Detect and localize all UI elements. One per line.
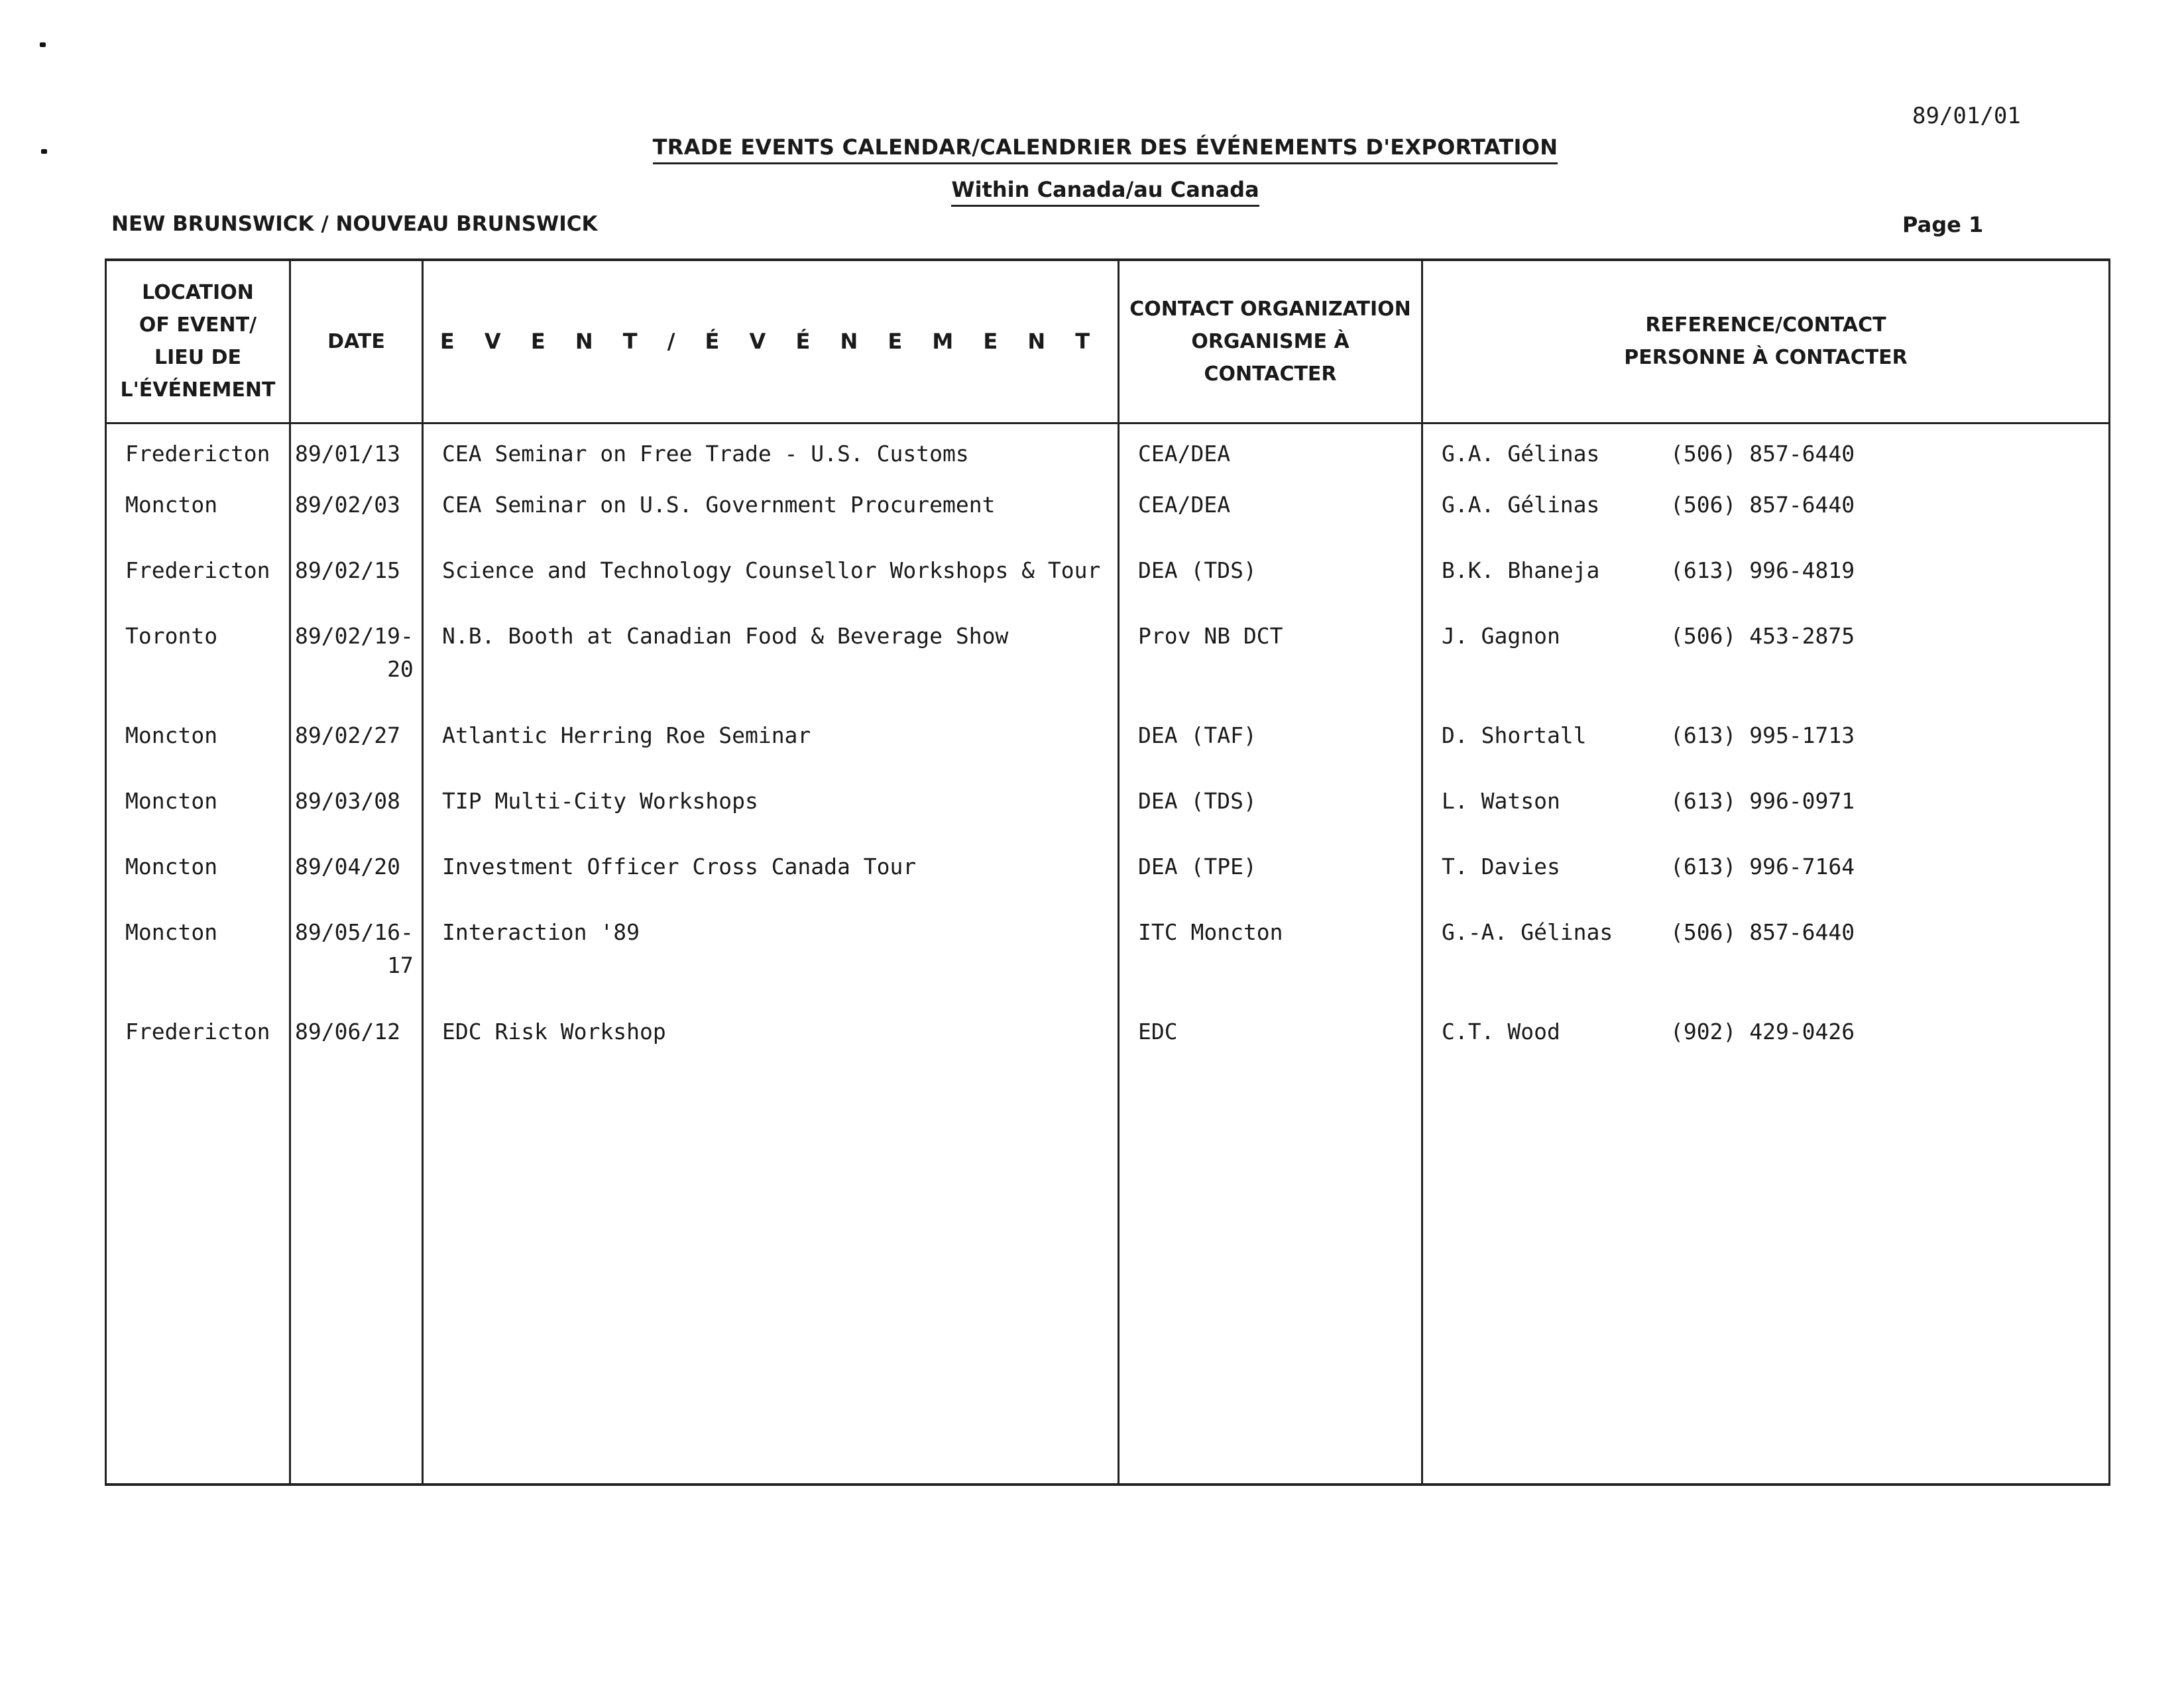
cell-event: CEA Seminar on Free Trade - U.S. Customs [423, 423, 1119, 488]
empty-cell [290, 1081, 423, 1485]
column-header-contact-organization: CONTACT ORGANIZATION ORGANISME À CONTACTER [1119, 260, 1422, 423]
cell-location: Fredericton [106, 1015, 290, 1081]
contact-phone: (506) 453-2875 [1670, 623, 1855, 649]
document-date: 89/01/01 [1912, 103, 2021, 129]
empty-cell [1119, 1081, 1422, 1485]
cell-date: 89/04/20 [290, 850, 423, 916]
cell-event: Investment Officer Cross Canada Tour [423, 850, 1119, 916]
cell-location: Moncton [106, 916, 290, 1015]
cell-contact [1422, 488, 2110, 554]
page-number: Page 1 [1902, 212, 1984, 237]
cell-organization: DEA (TDS) [1119, 785, 1422, 850]
events-table [105, 258, 2110, 1486]
cell-contact [1422, 620, 2110, 719]
table-row [106, 620, 2110, 719]
column-header-reference-contact: REFERENCE/CONTACT PERSONNE À CONTACTER [1422, 260, 2110, 423]
document-title [0, 135, 2184, 160]
date-range: 89/05/16- 17 [295, 919, 414, 978]
column-header-date: DATE [290, 260, 423, 423]
cell-location: Moncton [106, 785, 290, 850]
cell-date [290, 916, 423, 1015]
column-header-location: LOCATION OF EVENT/ LIEU DE L'ÉVÉNEMENT [106, 260, 290, 423]
contact-phone: (613) 995-1713 [1670, 722, 1855, 748]
contact-name: G.A. Gélinas [1442, 492, 1600, 518]
cell-location: Moncton [106, 719, 290, 785]
cell-organization: DEA (TAF) [1119, 719, 1422, 785]
cell-date: 89/02/03 [290, 488, 423, 554]
contact-name: T. Davies [1442, 854, 1560, 879]
contact-name: G.-A. Gélinas [1442, 919, 1613, 945]
cell-event: Atlantic Herring Roe Seminar [423, 719, 1119, 785]
cell-location: Toronto [106, 620, 290, 719]
cell-date: 89/02/27 [290, 719, 423, 785]
empty-cell [423, 1081, 1119, 1485]
cell-contact [1422, 423, 2110, 488]
cell-organization: EDC [1119, 1015, 1422, 1081]
cell-location: Moncton [106, 850, 290, 916]
table-row [106, 423, 2110, 488]
cell-location: Fredericton [106, 554, 290, 620]
empty-cell [106, 1081, 290, 1485]
empty-cell [1422, 1081, 2110, 1485]
contact-name: G.A. Gélinas [1442, 440, 1600, 467]
margin-mark-top [40, 42, 46, 47]
cell-event: CEA Seminar on U.S. Government Procurement [423, 488, 1119, 554]
cell-event: Interaction '89 [423, 916, 1119, 1015]
cell-date: 89/03/08 [290, 785, 423, 850]
table-empty-space [106, 1081, 2110, 1485]
region-label: NEW BRUNSWICK / NOUVEAU BRUNSWICK [111, 212, 598, 236]
cell-location: Fredericton [106, 423, 290, 488]
cell-organization: CEA/DEA [1119, 488, 1422, 554]
cell-organization: DEA (TPE) [1119, 850, 1422, 916]
cell-contact [1422, 1015, 2110, 1081]
document-subtitle-text: Within Canada/au Canada [951, 177, 1259, 207]
cell-contact [1422, 785, 2110, 850]
cell-event: TIP Multi-City Workshops [423, 785, 1119, 850]
contact-phone: (613) 996-4819 [1670, 557, 1855, 583]
cell-organization: ITC Moncton [1119, 916, 1422, 1015]
cell-contact [1422, 850, 2110, 916]
cell-contact [1422, 554, 2110, 620]
table-row [106, 916, 2110, 1015]
table-row [106, 719, 2110, 785]
table-row [106, 488, 2110, 554]
table-row [106, 554, 2110, 620]
cell-date: 89/01/13 [290, 423, 423, 488]
table-row [106, 850, 2110, 916]
cell-date [290, 620, 423, 719]
cell-contact [1422, 719, 2110, 785]
cell-organization: CEA/DEA [1119, 423, 1422, 488]
table-header-row [106, 260, 2110, 423]
cell-date: 89/02/15 [290, 554, 423, 620]
contact-phone: (613) 996-0971 [1670, 788, 1855, 814]
document-subtitle [0, 177, 2184, 202]
contact-phone: (506) 857-6440 [1670, 492, 1855, 518]
contact-name: L. Watson [1442, 788, 1560, 814]
date-range: 89/02/19- 20 [295, 623, 414, 682]
contact-name: C.T. Wood [1442, 1019, 1560, 1044]
cell-location: Moncton [106, 488, 290, 554]
cell-date: 89/06/12 [290, 1015, 423, 1081]
cell-event: EDC Risk Workshop [423, 1015, 1119, 1081]
contact-phone: (506) 857-6440 [1670, 440, 1855, 467]
cell-organization: DEA (TDS) [1119, 554, 1422, 620]
cell-event: N.B. Booth at Canadian Food & Beverage Show [423, 620, 1119, 719]
contact-phone: (613) 996-7164 [1670, 854, 1855, 879]
table-row [106, 785, 2110, 850]
contact-phone: (902) 429-0426 [1670, 1019, 1855, 1044]
contact-phone: (506) 857-6440 [1670, 919, 1855, 945]
column-header-event: E V E N T / É V É N E M E N T [423, 260, 1119, 423]
contact-name: J. Gagnon [1442, 623, 1560, 649]
contact-name: D. Shortall [1442, 722, 1587, 748]
cell-contact [1422, 916, 2110, 1015]
contact-name: B.K. Bhaneja [1442, 557, 1600, 583]
table-row [106, 1015, 2110, 1081]
cell-event: Science and Technology Counsellor Workshops & Tour [423, 554, 1119, 620]
document-title-text: TRADE EVENTS CALENDAR/CALENDRIER DES ÉVÉNEMENTS D'EXPORTATION [653, 135, 1558, 164]
cell-organization: Prov NB DCT [1119, 620, 1422, 719]
